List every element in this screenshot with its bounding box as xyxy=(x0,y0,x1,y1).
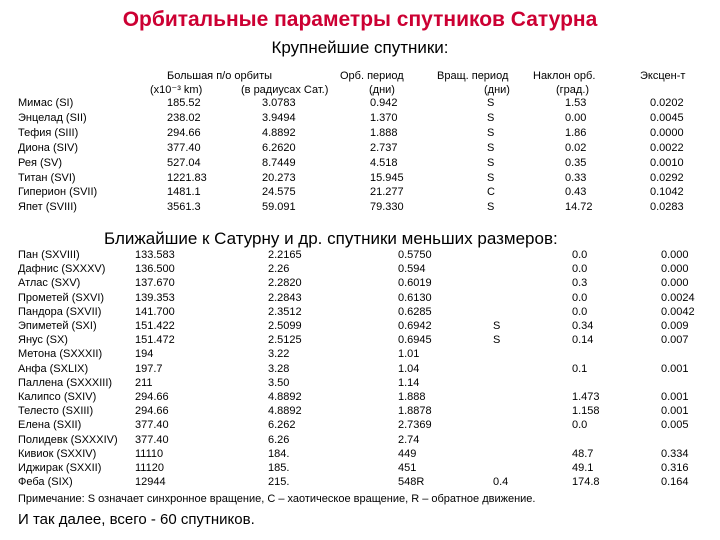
cell-axis-rel: 2.5099 xyxy=(268,320,302,332)
note-text: Примечание: S означает синхронное вращение, С – хаотическое вращение, R – обратное движение. xyxy=(18,493,536,505)
cell-axis: 377.40 xyxy=(135,433,169,446)
cell-name: Энцелад (SII) xyxy=(18,111,87,124)
cell-eccentricity: 0.0024 xyxy=(661,291,695,304)
cell-name: Прометей (SXVI) xyxy=(18,291,105,304)
header-eccentricity: Эксцен-т xyxy=(640,70,686,82)
cell-period: 2.737 xyxy=(370,141,398,154)
cell-name: Паллена (SXXXIII) xyxy=(18,376,113,389)
section-heading-small: Ближайшие к Сатурну и др. спутники меньших размеров: xyxy=(104,229,558,248)
cell-axis: 3561.3 xyxy=(167,201,201,214)
cell-inclination: 0.0 xyxy=(572,249,588,261)
cell-eccentricity: 0.000 xyxy=(661,249,689,261)
cell-axis-rel: 4.8892 xyxy=(262,126,296,139)
cell-eccentricity: 0.0045 xyxy=(650,111,684,124)
cell-period: 4.518 xyxy=(370,156,398,169)
cell-axis: 377.40 xyxy=(167,141,201,154)
cell-inclination: 14.72 xyxy=(565,201,593,214)
cell-inclination: 1.473 xyxy=(572,391,600,403)
cell-axis-rel: 4.8892 xyxy=(268,405,302,418)
footer-text: И так далее, всего - 60 спутников. xyxy=(18,511,255,528)
header-axis: Большая п/о орбиты xyxy=(167,70,273,82)
cell-name: Мимас (SI) xyxy=(18,97,74,109)
cell-period: 79.330 xyxy=(370,201,404,214)
cell-inclination: 174.8 xyxy=(572,476,600,489)
cell-name: Елена (SXII) xyxy=(18,419,82,432)
cell-period: 0.6130 xyxy=(398,291,432,304)
cell-axis: 151.472 xyxy=(135,334,175,347)
cell-inclination: 0.02 xyxy=(565,141,587,154)
header-rotation-units: (дни) xyxy=(484,84,510,96)
cell-period: 1.8878 xyxy=(398,405,432,418)
cell-name: Кивиок (SXXIV) xyxy=(18,447,97,460)
cell-eccentricity: 0.009 xyxy=(661,320,689,332)
cell-inclination: 0.34 xyxy=(572,320,594,332)
cell-eccentricity: 0.316 xyxy=(661,462,689,474)
cell-name: Янус (SX) xyxy=(18,334,68,347)
cell-name: Полидевк (SXXXIV) xyxy=(18,433,118,446)
cell-axis-rel: 59.091 xyxy=(262,201,296,214)
cell-eccentricity: 0.0022 xyxy=(650,141,684,154)
cell-rotation: S xyxy=(487,141,495,154)
cell-eccentricity: 0.001 xyxy=(661,405,689,418)
cell-name: Дафнис (SXXXV) xyxy=(18,263,106,276)
cell-eccentricity: 0.001 xyxy=(661,391,689,403)
cell-eccentricity: 0.0292 xyxy=(650,171,684,184)
cell-period: 21.277 xyxy=(370,186,404,199)
cell-axis: 137.670 xyxy=(135,277,175,290)
cell-axis: 139.353 xyxy=(135,291,175,304)
cell-name: Телесто (SXIII) xyxy=(18,405,94,418)
cell-period: 449 xyxy=(398,447,417,460)
cell-axis-rel: 185. xyxy=(268,462,290,474)
cell-axis-rel: 2.2165 xyxy=(268,249,302,261)
cell-inclination: 0.3 xyxy=(572,277,588,290)
cell-period: 1.14 xyxy=(398,376,420,389)
cell-period: 0.6945 xyxy=(398,334,432,347)
cell-name: Феба (SIX) xyxy=(18,476,73,489)
cell-axis-rel: 184. xyxy=(268,447,290,460)
cell-axis-rel: 4.8892 xyxy=(268,391,302,403)
cell-eccentricity: 0.0042 xyxy=(661,305,695,318)
cell-axis: 1481.1 xyxy=(167,186,201,199)
cell-inclination: 0.0 xyxy=(572,263,588,276)
header-inclination: Наклон орб. xyxy=(533,70,596,82)
cell-rotation: S xyxy=(487,126,495,139)
cell-axis-rel: 2.2843 xyxy=(268,291,302,304)
cell-axis: 194 xyxy=(135,348,154,361)
cell-axis-rel: 24.575 xyxy=(262,186,296,199)
cell-name: Эпиметей (SXI) xyxy=(18,320,97,332)
cell-period: 2.74 xyxy=(398,433,420,446)
cell-inclination: 0.00 xyxy=(565,111,587,124)
cell-inclination: 0.14 xyxy=(572,334,594,347)
cell-axis: 294.66 xyxy=(135,391,169,403)
cell-rotation: S xyxy=(487,111,495,124)
cell-eccentricity: 0.000 xyxy=(661,277,689,290)
cell-eccentricity: 0.0202 xyxy=(650,97,684,109)
cell-inclination: 0.0 xyxy=(572,291,588,304)
cell-period: 1.04 xyxy=(398,362,420,375)
cell-name: Пандора (SXVII) xyxy=(18,305,102,318)
cell-inclination: 0.35 xyxy=(565,156,587,169)
cell-period: 15.945 xyxy=(370,171,404,184)
cell-eccentricity: 0.005 xyxy=(661,419,689,432)
cell-period: 0.6285 xyxy=(398,305,432,318)
cell-name: Иджирак (SXXII) xyxy=(18,462,102,474)
cell-name: Гиперион (SVII) xyxy=(18,186,98,199)
cell-axis-rel: 3.9494 xyxy=(262,111,296,124)
cell-axis-rel: 3.0783 xyxy=(262,97,296,109)
cell-axis-rel: 2.3512 xyxy=(268,305,302,318)
cell-inclination: 0.0 xyxy=(572,419,588,432)
cell-name: Тефия (SIII) xyxy=(18,126,79,139)
cell-name: Титан (SVI) xyxy=(18,171,76,184)
cell-name: Пан (SXVIII) xyxy=(18,249,80,261)
cell-eccentricity: 0.0010 xyxy=(650,156,684,169)
cell-inclination: 0.43 xyxy=(565,186,587,199)
cell-axis: 185.52 xyxy=(167,97,201,109)
cell-name: Атлас (SXV) xyxy=(18,277,81,290)
cell-eccentricity: 0.007 xyxy=(661,334,689,347)
cell-period: 0.6019 xyxy=(398,277,432,290)
cell-eccentricity: 0.334 xyxy=(661,447,689,460)
cell-axis-rel: 3.50 xyxy=(268,376,290,389)
cell-axis-rel: 6.26 xyxy=(268,433,290,446)
cell-inclination: 1.53 xyxy=(565,97,587,109)
cell-period: 0.6942 xyxy=(398,320,432,332)
cell-eccentricity: 0.0283 xyxy=(650,201,684,214)
cell-axis: 136.500 xyxy=(135,263,175,276)
cell-axis: 133.583 xyxy=(135,249,175,261)
cell-name: Калипсо (SXIV) xyxy=(18,391,97,403)
cell-period: 1.01 xyxy=(398,348,420,361)
cell-period: 0.5750 xyxy=(398,249,432,261)
cell-axis: 1221.83 xyxy=(167,171,207,184)
cell-name: Диона (SIV) xyxy=(18,141,79,154)
cell-rotation: S xyxy=(487,97,495,109)
cell-axis-rel: 20.273 xyxy=(262,171,296,184)
cell-eccentricity: 0.000 xyxy=(661,263,689,276)
cell-axis: 12944 xyxy=(135,476,166,489)
cell-inclination: 48.7 xyxy=(572,447,594,460)
cell-period: 1.888 xyxy=(398,391,426,403)
cell-axis: 197.7 xyxy=(135,362,163,375)
cell-period: 2.7369 xyxy=(398,419,432,432)
cell-period: 0.942 xyxy=(370,97,398,109)
cell-inclination: 0.1 xyxy=(572,362,588,375)
cell-name: Рея (SV) xyxy=(18,156,62,169)
cell-eccentricity: 0.1042 xyxy=(650,186,684,199)
cell-eccentricity: 0.001 xyxy=(661,362,689,375)
cell-axis-rel: 2.26 xyxy=(268,263,290,276)
cell-rotation: 0.4 xyxy=(493,476,509,489)
cell-name: Метона (SXXXII) xyxy=(18,348,103,361)
cell-axis-rel: 6.262 xyxy=(268,419,296,432)
cell-name: Анфа (SXLIX) xyxy=(18,362,89,375)
cell-axis: 141.700 xyxy=(135,305,175,318)
cell-inclination: 1.86 xyxy=(565,126,587,139)
cell-axis: 377.40 xyxy=(135,419,169,432)
cell-rotation: S xyxy=(487,201,495,214)
cell-period: 0.594 xyxy=(398,263,426,276)
cell-inclination: 1.158 xyxy=(572,405,600,418)
cell-axis: 211 xyxy=(135,376,153,389)
cell-rotation: S xyxy=(487,171,495,184)
header-period: Орб. период xyxy=(340,70,404,82)
header-rotation: Вращ. период xyxy=(437,70,509,82)
cell-axis: 238.02 xyxy=(167,111,201,124)
cell-period: 1.370 xyxy=(370,111,398,124)
cell-period: 451 xyxy=(398,462,417,474)
cell-inclination: 0.33 xyxy=(565,171,587,184)
cell-rotation: C xyxy=(487,186,495,199)
cell-period: 1.888 xyxy=(370,126,398,139)
cell-axis: 151.422 xyxy=(135,320,175,332)
cell-rotation: S xyxy=(487,156,495,169)
cell-axis: 294.66 xyxy=(135,405,169,418)
cell-eccentricity: 0.164 xyxy=(661,476,689,489)
header-period-units: (дни) xyxy=(369,84,395,96)
header-axis-units: (х10⁻³ km) xyxy=(150,84,203,96)
cell-axis: 11120 xyxy=(135,462,164,474)
section-heading-largest: Крупнейшие спутники: xyxy=(271,38,449,57)
cell-axis-rel: 3.28 xyxy=(268,362,290,375)
cell-axis-rel: 2.5125 xyxy=(268,334,302,347)
cell-inclination: 49.1 xyxy=(572,462,594,474)
cell-axis-rel: 8.7449 xyxy=(262,156,296,169)
cell-rotation: S xyxy=(493,334,501,347)
page-title: Орбитальные параметры спутников Сатурна xyxy=(122,8,598,31)
cell-inclination: 0.0 xyxy=(572,305,588,318)
header-inclination-units: (град.) xyxy=(556,84,590,96)
cell-axis: 527.04 xyxy=(167,156,201,169)
cell-axis-rel: 3.22 xyxy=(268,348,290,361)
cell-period: 548R xyxy=(398,476,425,489)
cell-axis-rel: 215. xyxy=(268,476,290,489)
cell-name: Япет (SVIII) xyxy=(18,201,77,214)
cell-axis: 11110 xyxy=(135,447,164,460)
header-axis-rel: (в радиусах Сат.) xyxy=(241,84,329,96)
cell-axis: 294.66 xyxy=(167,126,201,139)
cell-eccentricity: 0.0000 xyxy=(650,126,684,139)
cell-axis-rel: 2.2820 xyxy=(268,277,302,290)
cell-axis-rel: 6.2620 xyxy=(262,141,296,154)
cell-rotation: S xyxy=(493,320,501,332)
